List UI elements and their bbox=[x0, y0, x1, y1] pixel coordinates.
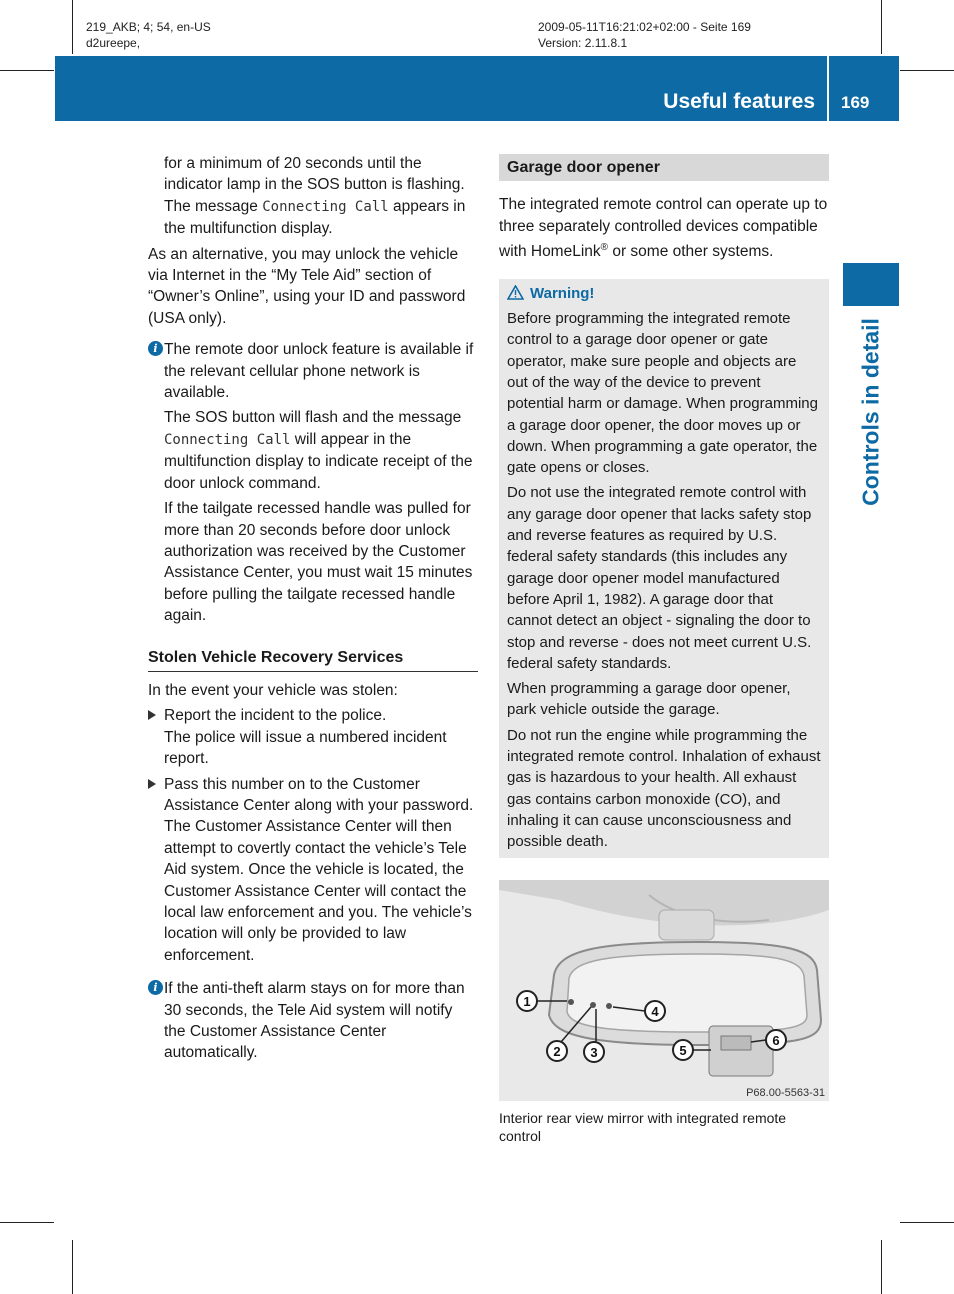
callout-5: 5 bbox=[679, 1042, 687, 1058]
crop-mark bbox=[881, 1240, 882, 1294]
step-text: Pass this number on to the Customer Assistance Center along with your password. bbox=[164, 775, 474, 814]
warning-label: Warning! bbox=[530, 284, 595, 302]
crop-mark bbox=[72, 0, 73, 54]
paragraph bbox=[499, 194, 829, 262]
section-heading: Garage door opener bbox=[499, 154, 829, 181]
arrow-bullet-icon bbox=[148, 779, 156, 789]
paragraph: When programming a garage door opener, park vehicle outside the garage. bbox=[507, 680, 791, 719]
meta-line: d2ureepe, bbox=[86, 36, 141, 50]
crop-mark bbox=[72, 1240, 73, 1294]
chapter-tab bbox=[843, 263, 899, 306]
page-header bbox=[55, 56, 899, 121]
mirror-drawing bbox=[499, 880, 829, 1101]
arrow-bullet-icon bbox=[148, 710, 156, 720]
section-heading: Stolen Vehicle Recovery Services bbox=[148, 647, 478, 672]
paragraph: The remote door unlock feature is available if the relevant cellular phone network is available. bbox=[164, 341, 474, 402]
callout-4: 4 bbox=[651, 1003, 659, 1019]
page-number: 169 bbox=[841, 93, 870, 112]
callout-3: 3 bbox=[590, 1044, 598, 1060]
list-item bbox=[148, 705, 478, 769]
crop-mark bbox=[900, 1222, 954, 1223]
registered-mark: ® bbox=[600, 242, 609, 254]
paragraph: Do not run the engine while programming the integrated remote control. Inhalation of exhaust gas is hazardous to your health. All exhaust gas contains carbon monoxide (CO), and inhaling it can cause unconsciousness and possible death. bbox=[507, 726, 821, 851]
paragraph: Before programming the integrated remote control to a garage door opener or gate operator, make sure people and objects are out of the way of the device to prevent potential harm or damage. When programming a garage door opener, the door moves up or down. When programming a gate operator, the gate opens or closes. bbox=[507, 310, 818, 477]
warning-box bbox=[499, 279, 829, 858]
info-icon: i bbox=[148, 341, 163, 356]
print-meta-right bbox=[538, 19, 751, 51]
header-divider bbox=[827, 56, 829, 121]
figure-code: P68.00-5563-31 bbox=[746, 1086, 825, 1099]
crop-mark bbox=[881, 0, 882, 54]
paragraph bbox=[164, 407, 478, 494]
paragraph: In the event your vehicle was stolen: bbox=[148, 681, 398, 699]
left-column bbox=[148, 153, 478, 1068]
info-icon: i bbox=[148, 980, 163, 995]
text: The SOS button will flash and the message bbox=[164, 409, 462, 427]
meta-line: 219_AKB; 4; 54, en-US bbox=[86, 20, 211, 34]
section-title: Useful features bbox=[663, 90, 815, 113]
text: or some other systems. bbox=[608, 243, 774, 261]
print-meta-left bbox=[86, 19, 211, 51]
list-item bbox=[148, 774, 478, 967]
callout-2: 2 bbox=[553, 1043, 561, 1059]
crop-mark bbox=[900, 70, 954, 71]
paragraph bbox=[148, 153, 478, 240]
warning-triangle-icon bbox=[507, 285, 524, 300]
info-note bbox=[148, 978, 478, 1064]
paragraph: As an alternative, you may unlock the vehicle via Internet in the “My Tele Aid” section of “Owner’s Online”, using your ID and password (USA only). bbox=[148, 245, 466, 327]
right-column bbox=[499, 154, 829, 1145]
text: will appear in the multifunction display to indicate receipt of the door unlock command. bbox=[164, 430, 473, 492]
result-text: The police will issue a numbered incident report. bbox=[164, 728, 447, 768]
paragraph: Do not use the integrated remote control with any garage door opener that lacks safety stop and reverse features as required by U.S. federal safety standards (this includes any garage door opener model manufactured before April 1, 1982). A garage door that cannot detect an object - signaling the door to stop and reverse - does not meet current U.S. federal safety standards. bbox=[507, 484, 812, 672]
paragraph: If the tailgate recessed handle was pulled for more than 20 seconds before door unlock authorization was received by the Customer Assistance Center, you must wait 15 minutes before pulling the tailgate recessed handle again. bbox=[164, 500, 473, 625]
callout-1: 1 bbox=[523, 993, 531, 1009]
text: for a minimum of 20 seconds until the indicator lamp in the SOS button is flashing. The message bbox=[164, 155, 465, 215]
display-message: Connecting Call bbox=[164, 431, 291, 448]
callout-6: 6 bbox=[772, 1032, 780, 1048]
text: The integrated remote control can operate up to three separately controlled devices compatible with HomeLink bbox=[499, 196, 828, 261]
figure-caption: Interior rear view mirror with integrated remote control bbox=[499, 1109, 787, 1144]
result-text: The Customer Assistance Center will then attempt to covertly contact the vehicle’s Tele Aid system. Once the vehicle is located, the Customer Assistance Center will contact the local law enforcement and you. The vehicle’s location will only be provided to law enforcement. bbox=[164, 818, 472, 964]
crop-mark bbox=[0, 70, 54, 71]
info-note bbox=[148, 339, 478, 626]
meta-line: Version: 2.11.8.1 bbox=[538, 36, 628, 50]
step-text: Report the incident to the police. bbox=[164, 707, 387, 725]
chapter-label: Controls in detail bbox=[857, 318, 884, 506]
display-message: Connecting Call bbox=[262, 198, 389, 215]
mirror-illustration bbox=[499, 880, 829, 1101]
warning-title bbox=[507, 283, 821, 304]
text: appears in the multifunction display. bbox=[164, 197, 466, 238]
crop-mark bbox=[0, 1222, 54, 1223]
paragraph: If the anti-theft alarm stays on for more than 30 seconds, the Tele Aid system will notify the Customer Assistance Center automatically. bbox=[164, 980, 465, 1062]
meta-line: 2009-05-11T16:21:02+02:00 - Seite 169 bbox=[538, 20, 751, 34]
